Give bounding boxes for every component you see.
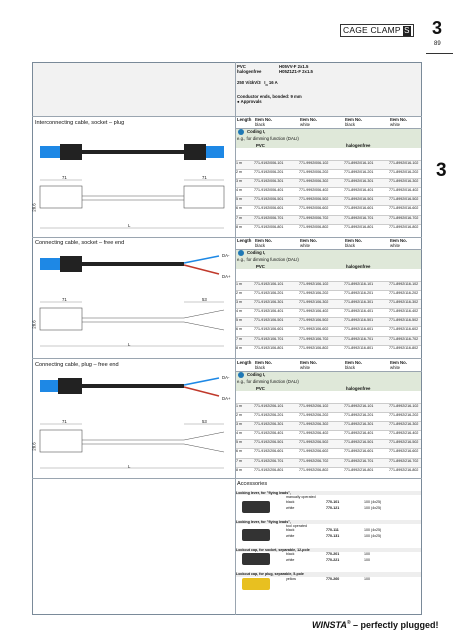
- color-cell: white: [286, 534, 295, 539]
- cable-drawing-plug-free-end: [31, 372, 232, 476]
- item-number-cell: 771-9192/206-401: [254, 431, 284, 436]
- table-row: [236, 205, 421, 214]
- item-number-cell: 770-101: [326, 499, 340, 504]
- col-black: black: [255, 243, 266, 248]
- item-number-cell: 771-8992/016-801: [344, 224, 374, 229]
- column-colors: [255, 122, 400, 127]
- col-black: black: [255, 365, 266, 370]
- item-number-cell: 771-9192/006-801: [254, 224, 284, 229]
- item-number-cell: 771-9192/106-701: [254, 336, 284, 341]
- item-number-cell: 771-8992/016-101: [344, 161, 374, 165]
- item-number-cell: 771-8992/216-401: [344, 431, 374, 436]
- item-number-cell: 771-9992/206-602: [299, 449, 329, 454]
- item-number-cell: 771-8992/116-101: [344, 282, 374, 286]
- item-number-cell: 770-131: [326, 534, 340, 539]
- coding-example: e.g., for dimming function (DALI): [237, 379, 299, 384]
- pack-unit-cell: 100 (4x25): [364, 499, 382, 504]
- accessory-heading: Locking lever, for "flying leads",: [236, 520, 421, 524]
- table-row: [236, 448, 421, 457]
- halogen-label: halogenfree: [237, 69, 262, 74]
- item-number-cell: 771-8992/216-102: [389, 404, 419, 408]
- item-number-cell: 771-9192/206-601: [254, 449, 284, 454]
- length-cell: 1 m: [236, 282, 242, 286]
- table-row: [236, 160, 421, 169]
- color-cell: white: [286, 505, 295, 510]
- item-number-cell: 771-9192/106-101: [254, 282, 284, 286]
- current-value: 16 A: [268, 80, 278, 85]
- logo-text: CAGE CLAMP: [343, 25, 401, 35]
- tagline: – perfectly plugged!: [350, 620, 439, 630]
- coding-label: Coding I,: [247, 129, 266, 134]
- dim-label: 28.6: [31, 203, 37, 212]
- item-number-cell: 771-8992/016-501: [344, 197, 374, 202]
- wire-label-da-plus: DA+: [222, 274, 231, 279]
- item-number-cell: 771-8992/216-801: [344, 467, 374, 472]
- table-row: [236, 215, 421, 224]
- item-number-cell: 771-9192/006-301: [254, 179, 284, 184]
- item-number-cell: 771-8992/016-701: [344, 215, 374, 220]
- item-number-cell: 771-9192/006-401: [254, 188, 284, 193]
- length-cell: 4 m: [236, 309, 242, 314]
- item-number-cell: 771-8992/116-702: [389, 336, 419, 341]
- section-title: Connecting cable, socket – free end: [35, 240, 125, 246]
- color-cell: black: [286, 552, 295, 557]
- table-row: [236, 187, 421, 196]
- cable-drawing-socket-plug: [31, 138, 232, 240]
- item-table: [236, 160, 421, 233]
- accessory-heading: Lockout cap, for plug, separable, 5-pole: [236, 572, 421, 576]
- col-length: Length: [237, 238, 252, 243]
- table-row: [236, 430, 421, 439]
- pack-unit-cell: 100: [364, 558, 370, 563]
- item-number-cell: 771-9992/106-602: [299, 327, 329, 332]
- halogenfree-heading: halogenfree: [346, 385, 371, 391]
- item-number-cell: 771-9192/106-201: [254, 291, 284, 296]
- item-number-cell: 771-9992/206-502: [299, 440, 329, 445]
- length-cell: 5 m: [236, 318, 242, 323]
- dim-label: 71: [202, 175, 207, 180]
- item-number-cell: 771-9992/006-402: [299, 188, 329, 193]
- item-number-cell: 771-9192/106-301: [254, 300, 284, 305]
- accessory-heading: Lockout cap, for socket, separable, 12-pole: [236, 548, 421, 552]
- color-cell: yellow: [286, 576, 296, 581]
- item-number-cell: 771-8992/216-202: [389, 413, 419, 418]
- item-number-cell: 771-9192/006-601: [254, 206, 284, 211]
- accessory-group: [236, 528, 421, 548]
- col-white-2: white: [390, 243, 401, 248]
- length-cell: 3 m: [236, 422, 242, 427]
- pack-unit-cell: 100 (4x25): [364, 528, 382, 533]
- item-number-cell: 771-9192/206-701: [254, 458, 284, 463]
- item-number-cell: 771-8992/016-601: [344, 206, 374, 211]
- current-symbol: I: [264, 80, 266, 85]
- item-number-cell: 771-9992/006-802: [299, 224, 329, 229]
- item-number-cell: 770-121: [326, 505, 340, 510]
- item-number-cell: 771-9992/006-302: [299, 179, 329, 184]
- item-number-cell: 771-8992/016-401: [344, 188, 374, 193]
- item-number-cell: 771-9992/106-502: [299, 318, 329, 323]
- table-row: [236, 299, 421, 308]
- plug-housing-icon: [58, 378, 82, 394]
- plug-housing-icon: [184, 144, 206, 160]
- item-number-cell: 771-8992/116-302: [389, 300, 419, 305]
- item-number-cell: 771-8992/016-102: [389, 161, 419, 165]
- pack-unit-cell: 100: [364, 576, 370, 581]
- item-number-cell: 771-8992/116-501: [344, 318, 374, 323]
- item-number-cell: 770-221: [326, 558, 340, 563]
- page-number: 89: [434, 41, 441, 47]
- length-cell: 7 m: [236, 336, 242, 341]
- item-number-cell: 771-9192/206-101: [254, 404, 284, 408]
- item-number-cell: 771-8992/016-201: [344, 170, 374, 175]
- item-number-cell: 771-9992/206-202: [299, 413, 329, 418]
- wire-label-da-plus: DA+: [222, 396, 231, 401]
- item-number-cell: 770-260: [326, 576, 340, 581]
- accessory-image: [242, 529, 270, 541]
- item-number-cell: 771-9192/206-201: [254, 413, 284, 418]
- cage-clamp-logo: [340, 24, 414, 37]
- plug-outline: [184, 186, 224, 208]
- dim-label: 28.6: [31, 320, 37, 329]
- col-black-2: black: [345, 365, 356, 370]
- pvc-heading: PVC: [256, 385, 265, 391]
- col-item-3: Item No.: [345, 238, 362, 243]
- color-cell: black: [286, 528, 295, 533]
- coding-dot-icon: [238, 372, 244, 378]
- length-cell: 7 m: [236, 458, 242, 463]
- item-number-cell: 771-9192/006-501: [254, 197, 284, 202]
- brown-wire: [184, 265, 219, 274]
- item-number-cell: 771-9192/106-601: [254, 327, 284, 332]
- item-number-cell: 771-9192/206-301: [254, 422, 284, 427]
- accessory-image: [242, 578, 270, 590]
- spec-block: [237, 64, 313, 104]
- length-cell: 2 m: [236, 291, 242, 296]
- blue-wire: [184, 256, 219, 263]
- item-number-cell: 771-8992/116-201: [344, 291, 374, 296]
- col-item-2: Item No.: [300, 117, 317, 122]
- dim-label: 28.6: [31, 442, 37, 451]
- accessory-subheading: manually operated: [286, 495, 316, 500]
- item-number-cell: 771-9992/006-102: [299, 161, 329, 165]
- item-number-cell: 771-8992/116-401: [344, 309, 374, 314]
- item-number-cell: 771-9992/006-602: [299, 206, 329, 211]
- item-number-cell: 771-9992/106-702: [299, 336, 329, 341]
- item-number-cell: 771-8992/016-302: [389, 179, 419, 184]
- item-number-cell: 771-8992/016-202: [389, 170, 419, 175]
- pack-unit-cell: 100: [364, 552, 370, 557]
- table-row: [236, 169, 421, 178]
- item-number-cell: 771-8992/016-602: [389, 206, 419, 211]
- accessory-subheading: tool operated: [286, 523, 307, 528]
- socket-outline: [40, 186, 82, 208]
- coding-example: e.g., for dimming function (DALI): [237, 136, 299, 141]
- socket-outline: [40, 308, 82, 330]
- item-number-cell: 771-8992/116-801: [344, 345, 374, 350]
- item-number-cell: 771-9192/106-501: [254, 318, 284, 323]
- col-black-2: black: [345, 243, 356, 248]
- brown-wire: [184, 387, 219, 396]
- item-number-cell: 771-8992/116-202: [389, 291, 419, 296]
- table-row: [236, 345, 421, 354]
- dim-label: 71: [62, 419, 67, 424]
- item-number-cell: 771-8992/016-502: [389, 197, 419, 202]
- col-length: Length: [237, 360, 252, 365]
- approvals-icon: ●: [237, 98, 240, 104]
- item-number-cell: 771-9992/106-102: [299, 282, 329, 286]
- dim-label: L: [128, 342, 131, 347]
- item-number-cell: 770-111: [326, 528, 339, 533]
- column-colors: [255, 365, 400, 370]
- blue-wire: [184, 378, 219, 385]
- item-number-cell: 771-9992/006-202: [299, 170, 329, 175]
- length-cell: 3 m: [236, 300, 242, 305]
- item-number-cell: 771-8992/016-702: [389, 215, 419, 220]
- socket-connector-icon: [40, 146, 60, 158]
- col-item-2: Item No.: [300, 360, 317, 365]
- item-number-cell: 771-8992/216-301: [344, 422, 374, 427]
- approvals-label: Approvals: [240, 98, 262, 104]
- item-number-cell: 771-8992/116-802: [389, 345, 419, 350]
- halogenfree-heading: halogenfree: [346, 263, 371, 269]
- item-number-cell: 771-8992/216-501: [344, 440, 374, 445]
- length-cell: 7 m: [236, 215, 242, 220]
- pvc-value: H05VV-F 2x1.5: [279, 64, 309, 69]
- pack-unit-cell: 100 (4x25): [364, 505, 382, 510]
- item-number-cell: 771-8992/216-701: [344, 458, 374, 463]
- length-cell: 3 m: [236, 179, 242, 184]
- accessories-table: [236, 491, 421, 597]
- cable-drawing-socket-free-end: [31, 250, 232, 354]
- section-divider: [32, 358, 422, 359]
- item-number-cell: 771-9192/106-801: [254, 345, 284, 350]
- item-number-cell: 771-8992/216-101: [344, 404, 374, 408]
- item-table: [236, 281, 421, 354]
- item-number-cell: 771-9192/006-201: [254, 170, 284, 175]
- table-row: [236, 290, 421, 299]
- item-number-cell: 771-8992/016-301: [344, 179, 374, 184]
- pack-unit-cell: 100 (4x25): [364, 534, 382, 539]
- section-divider: [32, 478, 422, 479]
- col-item-1: Item No.: [255, 360, 272, 365]
- col-item-3: Item No.: [345, 360, 362, 365]
- item-number-cell: 771-8992/216-601: [344, 449, 374, 454]
- conductor-note: Conductor ends, bonded: 9 mm: [237, 93, 302, 99]
- table-row: [236, 421, 421, 430]
- col-item-1: Item No.: [255, 117, 272, 122]
- plug-outline: [40, 430, 82, 452]
- col-item-1: Item No.: [255, 238, 272, 243]
- length-cell: 4 m: [236, 431, 242, 436]
- table-row: [236, 196, 421, 205]
- accessory-group: [236, 500, 421, 520]
- spec-header-band: [33, 63, 422, 117]
- col-item-2: Item No.: [300, 238, 317, 243]
- voltage-rating: 250 V/4kV/3: [237, 80, 261, 85]
- table-row: [236, 336, 421, 345]
- halogen-value: H05Z1Z1-F 2x1.5: [279, 69, 313, 74]
- header-rule: [426, 53, 453, 54]
- item-table: [236, 403, 421, 476]
- table-row: [236, 403, 421, 412]
- item-number-cell: 771-9992/206-802: [299, 467, 329, 472]
- col-white-2: white: [390, 122, 401, 127]
- table-row: [236, 178, 421, 187]
- dim-label: 71: [62, 175, 67, 180]
- item-number-cell: 771-8992/216-702: [389, 458, 419, 463]
- item-number-cell: 771-8992/116-601: [344, 327, 374, 332]
- coding-label: Coding I,: [247, 372, 266, 377]
- item-number-cell: 771-9992/106-802: [299, 345, 329, 350]
- pvc-label: PVC: [237, 64, 246, 69]
- plug-connector-icon: [206, 146, 224, 158]
- col-item-4: Item No.: [390, 360, 407, 365]
- table-row: [236, 412, 421, 421]
- column-colors: [255, 243, 400, 248]
- col-white: white: [300, 365, 311, 370]
- item-number-cell: 771-9992/206-702: [299, 458, 329, 463]
- item-number-cell: 771-9992/106-202: [299, 291, 329, 296]
- logo-mark: S: [404, 26, 410, 35]
- item-number-cell: 771-8992/216-201: [344, 413, 374, 418]
- section-title: Interconnecting cable, socket – plug: [35, 120, 125, 126]
- length-cell: 6 m: [236, 449, 242, 454]
- halogenfree-heading: halogenfree: [346, 142, 371, 148]
- col-item-3: Item No.: [345, 117, 362, 122]
- pvc-heading: PVC: [256, 263, 265, 269]
- accessory-heading: Locking lever, for "flying leads",: [236, 491, 421, 495]
- accessory-image: [242, 501, 270, 513]
- item-number-cell: 771-8992/016-402: [389, 188, 419, 193]
- footer-slogan: [312, 620, 439, 630]
- length-cell: 1 m: [236, 404, 242, 408]
- col-white: white: [300, 122, 311, 127]
- socket-housing-icon: [60, 144, 82, 160]
- col-black-2: black: [345, 122, 356, 127]
- dim-label: 53: [202, 297, 207, 302]
- brand-name: WINSTA: [312, 620, 347, 630]
- item-number-cell: 771-9992/206-402: [299, 431, 329, 436]
- col-white-2: white: [390, 365, 401, 370]
- length-cell: 6 m: [236, 327, 242, 332]
- item-number-cell: 771-9192/206-801: [254, 467, 284, 472]
- item-number-cell: 771-8992/116-502: [389, 318, 419, 323]
- section-title: Connecting cable, plug – free end: [35, 362, 119, 368]
- coding-example: e.g., for dimming function (DALI): [237, 257, 299, 262]
- length-cell: 8 m: [236, 224, 242, 229]
- length-cell: 8 m: [236, 467, 242, 472]
- color-cell: black: [286, 499, 295, 504]
- table-row: [236, 458, 421, 467]
- item-number-cell: 771-8992/116-102: [389, 282, 419, 286]
- item-number-cell: 771-9192/206-501: [254, 440, 284, 445]
- table-row: [236, 467, 421, 476]
- item-number-cell: 771-8992/216-802: [389, 467, 419, 472]
- item-number-cell: 771-9992/106-402: [299, 309, 329, 314]
- accessory-image: [242, 553, 270, 565]
- table-row: [236, 326, 421, 335]
- coding-dot-icon: [238, 129, 244, 135]
- item-number-cell: 771-9992/006-702: [299, 215, 329, 220]
- length-cell: 2 m: [236, 413, 242, 418]
- pvc-heading: PVC: [256, 142, 265, 148]
- item-number-cell: 770-201: [326, 552, 340, 557]
- plug-connector-icon: [40, 380, 58, 392]
- color-cell: white: [286, 558, 295, 563]
- item-number-cell: 771-8992/116-301: [344, 300, 374, 305]
- wire-label-da-minus: DA-: [222, 253, 230, 258]
- coding-dot-icon: [238, 250, 244, 256]
- registered-mark: ®: [346, 620, 351, 626]
- side-tab-number: 3: [436, 160, 447, 181]
- accessory-group: [236, 552, 421, 572]
- table-row: [236, 308, 421, 317]
- dim-label: L: [128, 223, 131, 228]
- length-cell: 5 m: [236, 440, 242, 445]
- item-number-cell: 771-9192/006-701: [254, 215, 284, 220]
- item-number-cell: 771-8992/116-701: [344, 336, 374, 341]
- item-number-cell: 771-8992/216-602: [389, 449, 419, 454]
- col-item-4: Item No.: [390, 117, 407, 122]
- table-row: [236, 439, 421, 448]
- length-cell: 2 m: [236, 170, 242, 175]
- col-black: black: [255, 122, 266, 127]
- item-number-cell: 771-9992/006-502: [299, 197, 329, 202]
- item-number-cell: 771-9992/106-302: [299, 300, 329, 305]
- coding-label: Coding I,: [247, 250, 266, 255]
- dim-label: L: [128, 464, 131, 469]
- table-row: [236, 317, 421, 326]
- length-cell: 6 m: [236, 206, 242, 211]
- item-number-cell: 771-9992/206-302: [299, 422, 329, 427]
- length-cell: 1 m: [236, 161, 242, 165]
- item-number-cell: 771-9192/006-101: [254, 161, 284, 165]
- item-number-cell: 771-8992/216-302: [389, 422, 419, 427]
- accessories-title: Accessories: [237, 481, 268, 487]
- item-number-cell: 771-8992/016-802: [389, 224, 419, 229]
- item-number-cell: 771-8992/116-402: [389, 309, 419, 314]
- item-number-cell: 771-9192/106-401: [254, 309, 284, 314]
- dim-label: 53: [202, 419, 207, 424]
- col-length: Length: [237, 117, 252, 122]
- item-number-cell: 771-8992/116-602: [389, 327, 419, 332]
- accessory-group: [236, 577, 421, 597]
- current-subscript: N: [265, 82, 268, 87]
- socket-housing-icon: [60, 256, 82, 272]
- item-number-cell: 771-9992/206-102: [299, 404, 329, 408]
- col-white: white: [300, 243, 311, 248]
- col-item-4: Item No.: [390, 238, 407, 243]
- item-number-cell: 771-8992/216-402: [389, 431, 419, 436]
- wire-label-da-minus: DA-: [222, 375, 230, 380]
- length-cell: 8 m: [236, 345, 242, 350]
- dim-label: 71: [62, 297, 67, 302]
- chapter-number: 3: [432, 18, 443, 38]
- length-cell: 4 m: [236, 188, 242, 193]
- socket-connector-icon: [40, 258, 60, 270]
- table-row: [236, 224, 421, 233]
- table-row: [236, 281, 421, 290]
- length-cell: 5 m: [236, 197, 242, 202]
- item-number-cell: 771-8992/216-502: [389, 440, 419, 445]
